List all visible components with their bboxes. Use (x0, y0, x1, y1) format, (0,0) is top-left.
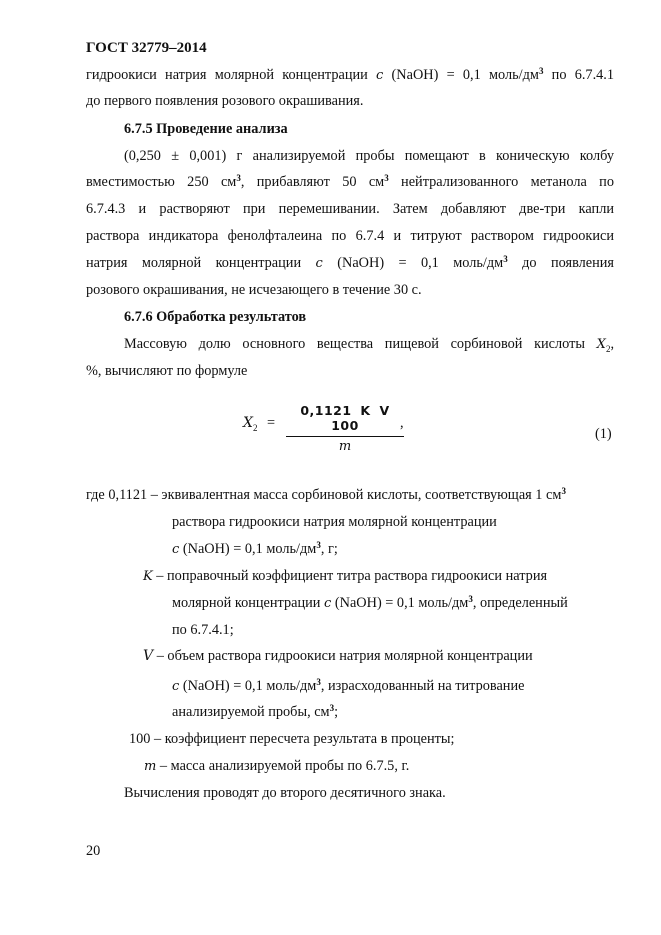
legend-line: K – поправочный коэффициент титра раствора гидроокиси натрия (143, 568, 548, 584)
legend-line: где 0,1121 – эквивалентная масса сорбиновой кислоты, соответствующая 1 $см^3$ (86, 486, 566, 503)
document-code-header: ГОСТ 32779–2014 (86, 40, 207, 56)
fraction-bar (286, 436, 404, 437)
paragraph-line: розового окрашивания, не исчезающего в течение 30 с. (86, 282, 422, 298)
paragraph-line: вместимостью 250 $см^3$, прибавляют 50 $см^3$ нейтрализованного метанола по (86, 173, 614, 190)
legend-line: анализируемой пробы, $см^3$; (172, 703, 339, 720)
closing-sentence: Вычисления проводят до второго десятичного знака. (124, 785, 446, 801)
paragraph-line: %, вычисляют по формуле (86, 363, 248, 379)
page-number: 20 (86, 843, 101, 859)
paragraph-line: раствора индикатора фенолфталеина по 6.7.4 и титруют раствором гидроокиси (86, 228, 614, 244)
paragraph-line: (0,250 ± 0,001) г анализируемой пробы помещают в коническую колбу (124, 148, 614, 164)
section-heading-6-7-5: 6.7.5 Проведение анализа (124, 121, 288, 137)
paragraph-line: натрия молярной концентрации c (NaOH) = 0,1 моль/$дм^3$ до появления (86, 254, 614, 271)
legend-line: c (NaOH) = 0,1 моль/$дм^3$, г; (172, 540, 338, 557)
paragraph-line: 6.7.4.3 и растворяют при перемешивании. Затем добавляют две-три капли (86, 201, 614, 217)
paragraph-line: гидроокиси натрия молярной концентрации c (NaOH) = 0,1 моль/$дм^3$ по 6.7.4.1 (86, 66, 615, 83)
paragraph-line: до первого появления розового окрашивания. (86, 93, 364, 109)
formula-fraction (286, 403, 404, 454)
legend-line: молярной концентрации c (NaOH) = 0,1 моль/$дм^3$, определенный (172, 594, 568, 611)
legend-line: 100 – коэффициент пересчета результата в проценты; (129, 731, 455, 747)
legend-line: V – объем раствора гидроокиси натрия молярной концентрации (143, 648, 533, 664)
section-heading-6-7-6: 6.7.6 Обработка результатов (124, 309, 307, 325)
formula-comma: , (400, 415, 404, 431)
formula-lhs: $X_2$ = (243, 415, 276, 433)
legend-line: по 6.7.4.1; (172, 622, 234, 638)
formula-numerator: 0,1121 K V 100 (300, 403, 390, 433)
paragraph-line: Массовую долю основного вещества пищевой сорбиновой кислоты $X_2$, (124, 336, 615, 354)
formula-denominator: m (338, 439, 352, 454)
formula-number: (1) (595, 426, 612, 442)
legend-line: m – масса анализируемой пробы по 6.7.5, г. (144, 758, 410, 774)
legend-line: c (NaOH) = 0,1 моль/$дм^3$, израсходованный на титрование (172, 677, 525, 694)
legend-line: раствора гидроокиси натрия молярной концентрации (172, 514, 497, 530)
